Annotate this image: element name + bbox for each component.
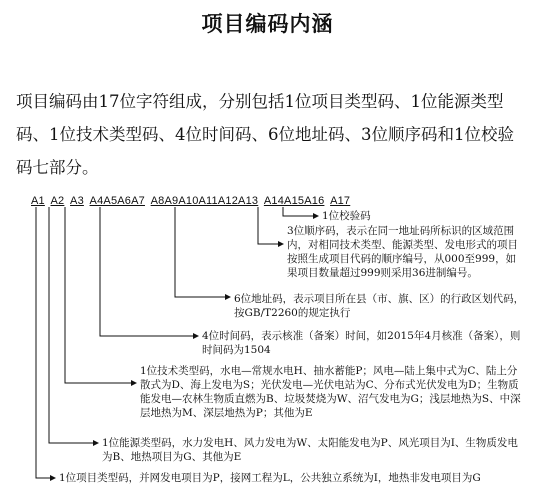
code-a3: A3 <box>70 195 84 207</box>
note-project-type-code: 1位项目类型码，并网发电项目为P，接网工程为L，公共独立系统为I，地热非发电项目为G <box>59 472 481 484</box>
page-title: 项目编码内涵 <box>201 12 334 36</box>
connector-time <box>100 207 198 336</box>
code-a8-a13: A8A9A10A11A12A13 <box>150 195 259 207</box>
connector-check <box>283 207 318 216</box>
connector-project-type <box>36 207 55 478</box>
note-check-digit: 1位校验码 <box>322 210 371 222</box>
note-sequence-code: 3位顺序码，表示在同一地址码所标识的区域范围内，对相同技术类型、能源类型、发电形式的项目按照生成项目代码的顺序编号，从000至999，如果项目数量超过999则采用36进制编号。 <box>287 225 518 279</box>
note-tech-type-code: 1位技术类型码，水电—常规水电H、抽水蓄能P；风电—陆上集中式为C、陆上分散式为D、海上发电为S；光伏发电—光伏电站为C、分布式光伏发电为D；生物质能发电—农林生物质直燃为B、垃圾焚烧为W、沼气发电为G；浅层地热为S、中深层地热为M、深层地热为P；其他为E <box>140 365 521 419</box>
code-a1: A1 <box>31 195 45 207</box>
note-time-code: 4位时间码，表示核准（备案）时间，如2015年4月核准（备案），则时间码为1504 <box>202 330 521 356</box>
code-a4-a7: A4A5A6A7 <box>89 195 145 207</box>
intro-paragraph: 项目编码由17位字符组成，分别包括1位项目类型码、1位能源类型码、1位技术类型码、4位时间码、6位地址码、3位顺序码和1位校验码七部分。 <box>16 92 514 177</box>
note-address-code: 6位地址码，表示项目所在县（市、旗、区）的行政区划代码，按GB/T2260的规定执行 <box>234 293 525 319</box>
code-a2: A2 <box>50 195 65 207</box>
code-a17: A17 <box>330 195 351 207</box>
note-energy-type-code: 1位能源类型码，水力发电H、风力发电为W、太阳能发电为P、风光项目为I、生物质发电为B、地热项目为G、其他为E <box>102 437 518 463</box>
connector-energy <box>49 207 98 443</box>
code-a14-a16: A14A15A16 <box>263 195 325 207</box>
connector-address <box>175 207 230 297</box>
connector-sequence <box>258 207 283 244</box>
